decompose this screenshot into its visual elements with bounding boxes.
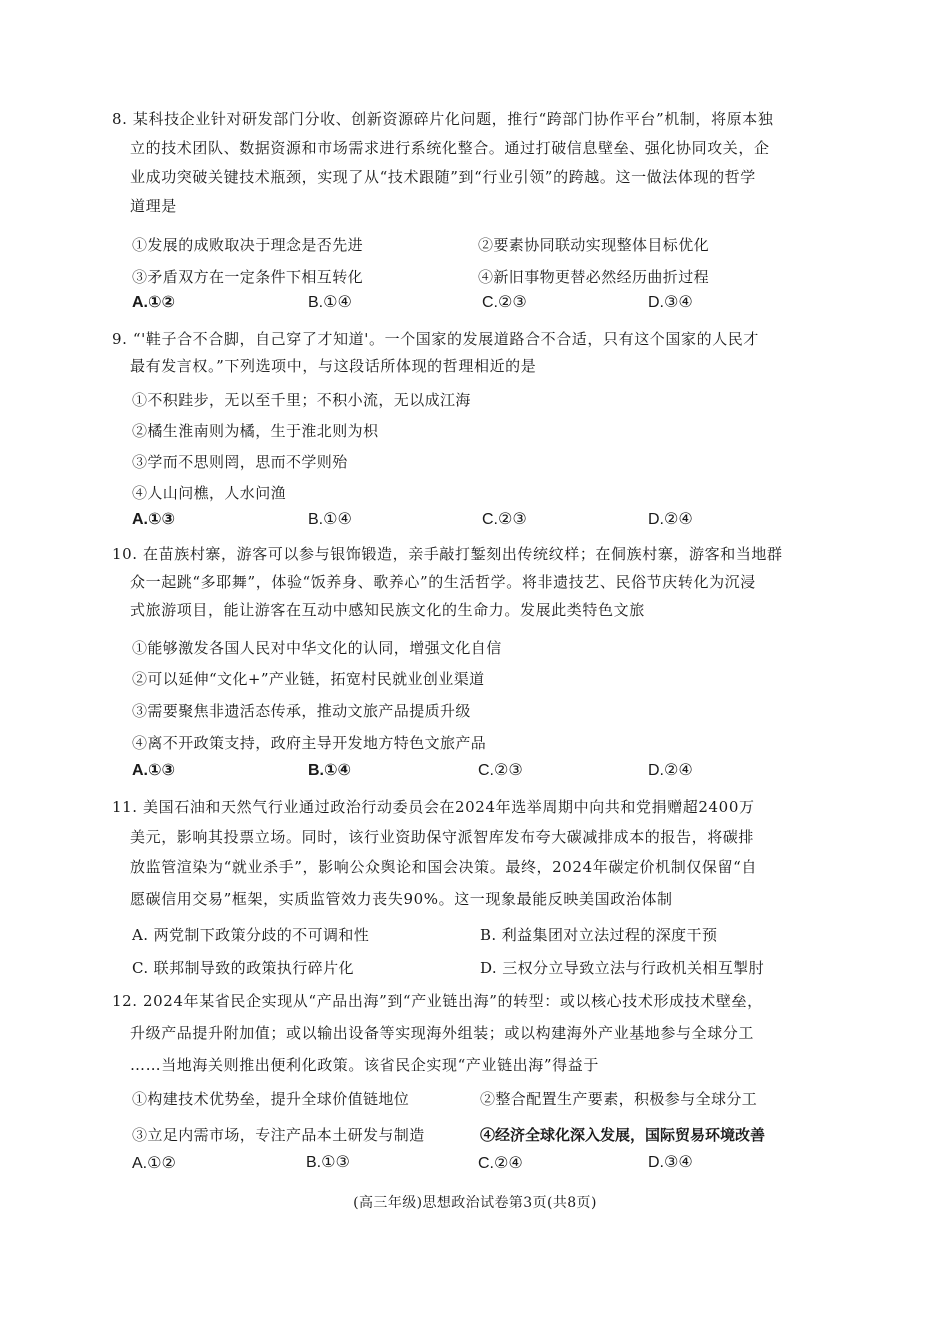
- question-9-option-1: ①不积跬步，无以至千里；不积小流，无以成江海: [132, 391, 471, 409]
- question-8-option-4: ④新旧事物更替必然经历曲折过程: [478, 268, 710, 286]
- question-12-option-3: ③立足内需市场，专注产品本土研发与制造: [132, 1126, 425, 1144]
- question-10-line-3: 式旅游项目，能让游客在互动中感知民族文化的生命力。发展此类特色文旅: [130, 601, 645, 619]
- question-8-line-4: 道理是: [130, 197, 177, 215]
- question-10-answer-c[interactable]: C.②③: [478, 762, 523, 779]
- question-9-answer-a[interactable]: A.①③: [132, 511, 176, 528]
- question-9-answer-d[interactable]: D.②④: [648, 511, 693, 528]
- question-10-answer-d[interactable]: D.②④: [648, 762, 693, 779]
- question-12-option-1: ①构建技术优势垒，提升全球价值链地位: [132, 1090, 410, 1108]
- question-10-line-1: 10. 在苗族村寨，游客可以参与银饰锻造，亲手敲打錾刻出传统纹样；在侗族村寨，游客和当地群: [112, 545, 783, 563]
- question-10-answer-a[interactable]: A.①③: [132, 762, 176, 779]
- question-11-line-3: 放监管渲染为“就业杀手”，影响公众舆论和国会决策。最终，2024年碳定价机制仅保留“自: [130, 858, 757, 876]
- question-8-answer-c[interactable]: C.②③: [482, 294, 527, 311]
- question-8-option-1: ①发展的成败取决于理念是否先进: [132, 236, 364, 254]
- question-12-line-2: 升级产品提升附加值；或以输出设备等实现海外组装；或以构建海外产业基地参与全球分工: [130, 1024, 755, 1042]
- question-9-option-3: ③学而不思则罔，思而不学则殆: [132, 453, 348, 471]
- question-8-line-2: 立的技术团队、数据资源和市场需求进行系统化整合。通过打破信息壁垒、强化协同攻关，企: [130, 139, 770, 157]
- question-8-option-3: ③矛盾双方在一定条件下相互转化: [132, 268, 364, 286]
- question-8-answer-b[interactable]: B.①④: [308, 294, 352, 311]
- question-8-answer-d[interactable]: D.③④: [648, 294, 693, 311]
- question-12-answer-a[interactable]: A.①②: [132, 1155, 176, 1172]
- question-12-answer-d[interactable]: D.③④: [648, 1154, 693, 1171]
- question-11-option-b[interactable]: B. 利益集团对立法过程的深度干预: [480, 926, 718, 944]
- question-11-option-a[interactable]: A. 两党制下政策分歧的不可调和性: [132, 926, 370, 944]
- page-footer: (高三年级)思想政治试卷第3页(共8页): [353, 1195, 597, 1211]
- question-9-option-4: ④人山问樵，人水问渔: [132, 484, 287, 502]
- question-9-option-2: ②橘生淮南则为橘，生于淮北则为枳: [132, 422, 379, 440]
- question-12-line-3: ……当地海关则推出便利化政策。该省民企实现“产业链出海”得益于: [130, 1056, 599, 1074]
- question-10-option-4: ④离不开政策支持，政府主导开发地方特色文旅产品: [132, 734, 487, 752]
- question-9-line-2: 最有发言权。”下列选项中，与这段话所体现的哲理相近的是: [130, 357, 537, 375]
- question-10-option-1: ①能够激发各国人民对中华文化的认同，增强文化自信: [132, 639, 502, 657]
- question-12-answer-b[interactable]: B.①③: [306, 1154, 350, 1171]
- question-12-option-4: ④经济全球化深入发展，国际贸易环境改善: [480, 1126, 766, 1144]
- question-10-line-2: 众一起跳“多耶舞”，体验“饭养身、歌养心”的生活哲学。将非遗技艺、民俗节庆转化为沉浸: [130, 573, 756, 591]
- question-9-line-1: 9. “'鞋子合不合脚，自己穿了才知道'。一个国家的发展道路合不合适，只有这个国家的人民才: [112, 330, 759, 348]
- question-10-answer-b[interactable]: B.①④: [308, 762, 352, 779]
- question-9-answer-b[interactable]: B.①④: [308, 511, 352, 528]
- question-11-line-1: 11. 美国石油和天然气行业通过政治行动委员会在2024年选举周期中向共和党捐赠超2400万: [112, 798, 755, 816]
- question-10-option-3: ③需要聚焦非遗活态传承，推动文旅产品提质升级: [132, 702, 471, 720]
- question-11-option-d[interactable]: D. 三权分立导致立法与行政机关相互掣肘: [480, 959, 765, 977]
- question-12-answer-c[interactable]: C.②④: [478, 1155, 523, 1172]
- question-8-line-1: 8. 某科技企业针对研发部门分收、创新资源碎片化问题，推行“跨部门协作平台”机制，将原本独: [112, 110, 774, 128]
- question-12-line-1: 12. 2024年某省民企实现从“产品出海”到“产业链出海”的转型：或以核心技术形成技术壁垒，: [112, 992, 763, 1010]
- question-8-answer-a[interactable]: A.①②: [132, 294, 176, 311]
- question-12-option-2: ②整合配置生产要素，积极参与全球分工: [480, 1090, 758, 1108]
- question-11-line-2: 美元，影响其投票立场。同时，该行业资助保守派智库发布夸大碳减排成本的报告，将碳排: [130, 828, 755, 846]
- question-8-line-3: 业成功突破关键技术瓶颈，实现了从“技术跟随”到“行业引领”的跨越。这一做法体现的哲学: [130, 168, 756, 186]
- question-8-option-2: ②要素协同联动实现整体目标优化: [478, 236, 710, 254]
- question-10-option-2: ②可以延伸“文化+”产业链，拓宽村民就业创业渠道: [132, 670, 485, 688]
- question-11-line-4: 愿碳信用交易”框架，实质监管效力丧失90%。这一现象最能反映美国政治体制: [130, 890, 673, 908]
- question-9-answer-c[interactable]: C.②③: [482, 511, 527, 528]
- question-11-option-c[interactable]: C. 联邦制导致的政策执行碎片化: [132, 959, 354, 977]
